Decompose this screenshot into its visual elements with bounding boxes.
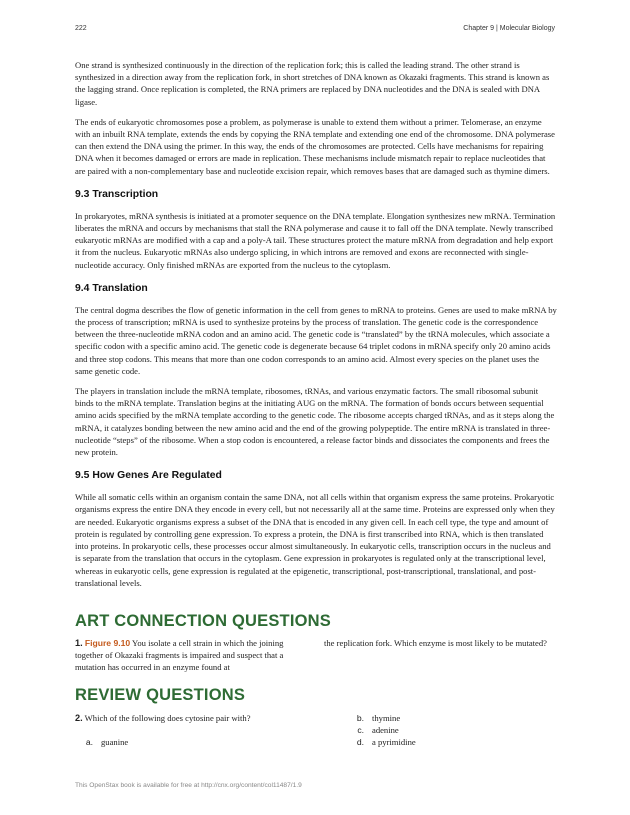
review-questions-heading: REVIEW QUESTIONS	[75, 686, 246, 704]
paragraph-gene-regulation: While all somatic cells within an organism contain the same DNA, not all cells within that organism express the same proteins. Prokaryotic organisms express the entire DNA they encode in every cell, but not necessarily all at the same time. Proteins are expressed only when they are needed. Eukaryotic organisms express a subset of the DNA that is encoded in any given cell. In each cell type, the type and amount of protein is regulated by controlling gene expression. To express a protein, the DNA is first transcribed into RNA, which is then translated into proteins. In prokaryotic cells, these processes occur almost simultaneously. In eukaryotic cells, transcription occurs in the nucleus and is separate from the translation that occurs in the cytoplasm. Gene expression in prokaryotes is regulated only at the transcriptional level, whereas in eukaryotic cells, gene expression is regulated at the epigenetic, transcriptional, post-transcriptional, translational, and post-translational levels.	[75, 492, 555, 588]
option-letter: c.	[357, 725, 364, 735]
paragraph-telomerase: The ends of eukaryotic chromosomes pose a problem, as polymerase is unable to extend them without a primer. Telomerase, an enzyme with an inbuilt RNA template, extends the ends by copying the RNA template and extending one end of the chromosome. DNA polymerase can then extend the DNA using the primer. In this way, the ends of the chromosomes are protected. Cells have mechanisms for repairing DNA when it becomes damaged or errors are made in replication. These mechanisms include mismatch repair to replace nucleotides that are paired with a non-complementary base and nucleotide excision repair, which removes bases that are damaged such as thymine dimers.	[75, 116, 555, 176]
option-text: guanine	[101, 737, 129, 748]
paragraph-replication: One strand is synthesized continuously in the direction of the replication fork; this is called the leading strand. The other strand is synthesized in a direction away from the replication fork, in short stretches of DNA known as Okazaki fragments. This strand is known as the lagging strand. Once replication is completed, the RNA primers are replaced by DNA nucleotides and the DNA is sealed with DNA ligase.	[75, 60, 550, 107]
question-number: 1.	[75, 638, 83, 648]
question-2-right-column	[347, 712, 558, 748]
answer-option-a	[76, 736, 310, 748]
option-letter: d.	[356, 737, 364, 747]
option-letter: a.	[85, 737, 93, 748]
option-text: a pyrimidine	[372, 737, 416, 747]
art-connection-heading: ART CONNECTION QUESTIONS	[75, 612, 331, 630]
section-heading-transcription: 9.3 Transcription	[75, 188, 159, 200]
paragraph-central-dogma: The central dogma describes the flow of genetic information in the cell from genes to mRNA to proteins. Genes are used to make mRNA by the process of transcription; mRNA is used to synthesize proteins by the process of translation. The genetic code is the correspondence between the three-nucleotide mRNA codon and an amino acid. The genetic code is “translated” by the tRNA molecules, which associate a specific codon with a specific amino acid. The genetic code is degenerate because 64 triplet codons in mRNA specify only 20 amino acids and three stop codons. This means that more than one codon corresponds to an amino acid. Almost every species on the planet uses the same genetic code.	[75, 304, 557, 376]
option-text: thymine	[372, 713, 401, 723]
answer-option-b	[347, 712, 558, 724]
running-head: Chapter 9 | Molecular Biology	[463, 25, 555, 32]
page-number: 222	[75, 25, 87, 32]
section-heading-translation: 9.4 Translation	[75, 282, 148, 294]
option-text: adenine	[372, 725, 399, 735]
footer-attribution: This OpenStax book is available for free at http://cnx.org/content/col11487/1.9	[75, 782, 302, 789]
paragraph-transcription: In prokaryotes, mRNA synthesis is initiated at a promoter sequence on the DNA template. Elongation synthesizes new mRNA. Termination liberates the mRNA and occurs by mechanisms that stall the RNA polymerase and cause it to fall off the DNA template. Newly transcribed eukaryotic mRNAs are modified with a cap and a poly-A tail. These structures protect the mature mRNA from degradation and help export it from the nucleus. Eukaryotic mRNAs also undergo splicing, in which introns are removed and exons are reconnected with single-nucleotide accuracy. Only finished mRNAs are exported from the nucleus to the cytoplasm.	[75, 210, 556, 270]
question-number: 2.	[75, 713, 83, 723]
answer-option-d	[347, 736, 558, 748]
option-letter: b.	[356, 713, 364, 723]
main-content	[75, 59, 558, 597]
question-1-text-left: You isolate a cell strain in which the joining together of Okazaki fragments is impaired and suspect that a mutation has occurred in an enzyme found at	[75, 638, 284, 673]
answer-option-c	[347, 724, 558, 736]
question-2-left-column	[75, 712, 310, 748]
question-1-text-right: the replication fork. Which enzyme is most likely to be mutated?	[324, 638, 547, 648]
paragraph-translation-players: The players in translation include the mRNA template, ribosomes, tRNAs, and various enzymatic factors. The small ribosomal subunit binds to the mRNA template. Translation begins at the initiating AUG on the mRNA. The formation of bonds occurs between sequential amino acids specified by the mRNA template according to the genetic code. The ribosome accepts charged tRNAs, and as it steps along the mRNA, it catalyzes bonding between the new amino acid and the end of the growing polypeptide. The entire mRNA is translated in three-nucleotide “steps” of the ribosome. When a stop codon is encountered, a release factor binds and dissociates the components and frees the new protein.	[75, 386, 555, 458]
question-2-text: Which of the following does cytosine pair with?	[82, 713, 251, 723]
figure-link[interactable]: Figure 9.10	[84, 638, 131, 648]
section-heading-gene-regulation: 9.5 How Genes Are Regulated	[75, 470, 222, 482]
question-1-right-column	[324, 637, 558, 649]
question-1-left-column	[75, 637, 310, 674]
